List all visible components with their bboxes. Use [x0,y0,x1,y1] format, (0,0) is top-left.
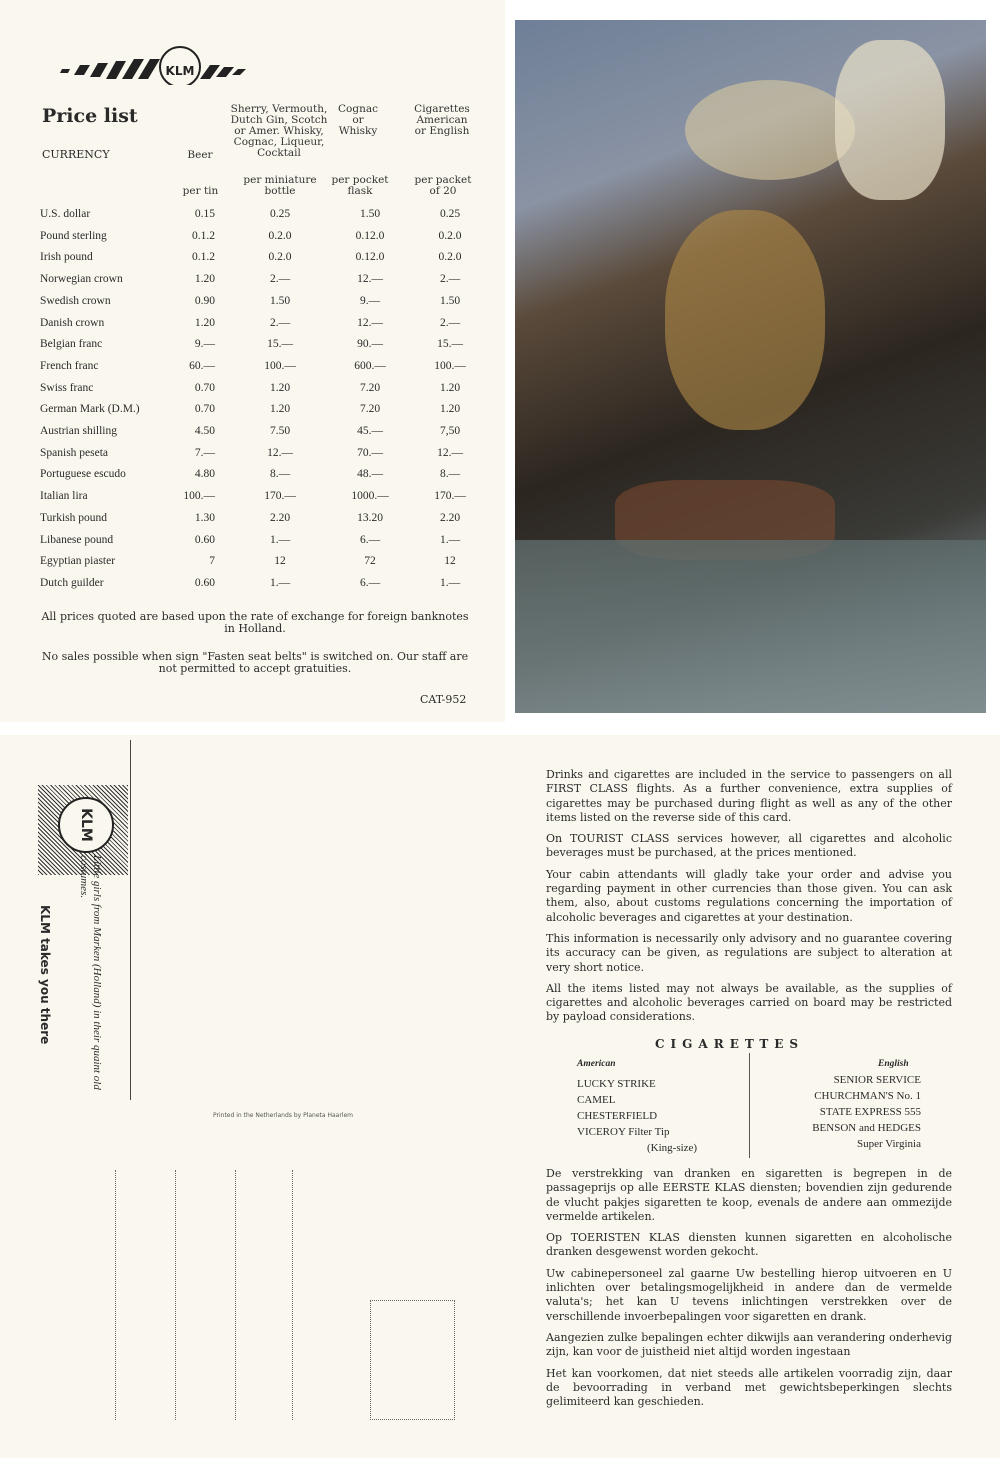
price-list-panel [0,0,505,722]
postcard-back [0,735,505,1458]
brand-item: CHURCHMAN'S No. 1 [814,1090,921,1102]
price-cell: 0.60 [194,533,215,546]
paragraph: This information is necessarily only advisory and no guarantee covering its accuracy can be given, as regulations are subject to alteration at very short notice. [546,931,952,974]
price-cell: 2.— [269,273,291,286]
price-cell: 1000.— [351,490,389,503]
brand-item: SENIOR SERVICE [833,1074,921,1086]
paragraph: De verstrekking van dranken en sigaretten is begrepen in de passageprijs op alle EERSTE KLAS diensten; bovendien zijn gedurende de vlucht pakjes sigaretten te koop, evenals de andere aan ommezijde vermelde artikelen. [546,1167,952,1223]
price-cell: 170.— [434,490,466,503]
paragraph: All the items listed may not always be available, as the supplies of cigarettes and alcoholic beverages carried on board may be restricted by payload considerations. [546,981,952,1024]
currency-name: Turkish pound [40,511,107,524]
price-cell: 0.90 [194,294,215,307]
table-row [40,577,470,595]
info-panel [505,735,1000,1458]
table-row [40,251,470,269]
unit-cognac: per pocket flask [331,174,389,197]
price-cell: 90.— [357,338,383,351]
currency-name: Belgian franc [40,338,103,351]
dutch-info [546,1167,952,1416]
paragraph: Het kan voorkomen, dat niet steeds alle artikelen voorradig zijn, daar de bevoorrading in verband met gewichtsbeperkingen slechts gelimiteerd kan geschieden. [546,1366,952,1409]
price-cell: 6.— [359,533,381,546]
price-cell: 0.2.0 [268,251,292,264]
currency-name: Egyptian piaster [40,555,116,568]
price-cell: 0.60 [194,576,215,589]
brand-item: Super Virginia [856,1138,921,1150]
paragraph: Drinks and cigarettes are included in the service to passengers on all FIRST CLASS flights. As a further convenience, extra supplies of cigarettes may be purchased during flight as well as any of the other items listed on the reverse side of this card. [546,768,952,824]
price-cell: 1.20 [269,403,291,416]
price-cell: 100.— [183,490,215,503]
currency-name: Dutch guilder [40,576,104,589]
brand-item: CAMEL [577,1094,616,1106]
table-row [40,273,470,291]
unit-beer: per tin [182,185,219,197]
table-row [40,425,470,443]
klm-logo [60,45,250,85]
printer-note: Printed in the Netherlands by Planeta Haarlem [213,1112,354,1119]
price-cell: 12.— [267,446,293,459]
price-cell: 60.— [189,359,215,372]
address-line [175,1170,176,1420]
price-cell: 0.12.0 [355,251,385,264]
currency-name: French franc [40,359,99,372]
price-cell: 1.20 [194,273,215,286]
cigarettes-divider [749,1053,750,1158]
table-row [40,295,470,313]
table-row [40,360,470,378]
table-row [40,403,470,421]
address-line [292,1170,293,1420]
price-cell: 4.50 [194,425,215,437]
price-cell: 0.25 [439,208,461,220]
table-row [40,490,470,508]
currency-name: U.S. dollar [40,208,91,220]
english-info [546,768,952,1032]
price-cell: 7.20 [359,381,381,394]
table-row [40,317,470,335]
price-cell: 0.12.0 [355,229,385,242]
price-cell: 0.25 [269,208,291,220]
photo-marken-girls [515,20,986,713]
english-label: English [878,1059,909,1069]
price-cell: 15.— [267,338,293,351]
klm-logo-circle: KLM [58,797,114,853]
table-row [40,208,470,226]
price-cell: 0.1.2 [192,251,215,264]
price-cell: 1.50 [359,208,381,220]
price-cell: 1.30 [194,511,215,524]
currency-name: German Mark (D.M.) [40,403,140,416]
paragraph: Uw cabinepersoneel zal gaarne Uw bestelling hierop uitvoeren en U inlichten over betalingsmogelijkheid in andere dan de vermelde valuta's; het kan U tevens inlichtingen verstrekken over de verschillende invoerbepalingen voor sigaretten en drank. [546,1266,952,1323]
price-cell: 0.1.2 [192,229,215,242]
price-cell: 12.— [357,316,383,329]
paragraph: Your cabin attendants will gladly take your order and advise you regarding payment in other currencies than those given. You can ask them, also, about customs regulations concerning the importation of alcoholic beverages and cigarettes at your destination. [546,867,952,924]
price-cell: 0.2.0 [268,229,292,242]
price-cell: 2.— [439,316,461,329]
price-cell: 2.— [439,273,461,286]
currency-name: Austrian shilling [40,425,117,437]
price-cell: 12.— [437,446,463,459]
price-cell: 100.— [434,359,466,372]
address-line [235,1170,236,1420]
price-cell: 170.— [264,490,296,503]
currency-name: Irish pound [40,251,93,264]
price-cell: 0.2.0 [438,251,462,264]
page-title: Price list [42,105,138,127]
price-cell: 7,50 [439,425,461,437]
brand-item: STATE EXPRESS 555 [819,1106,921,1118]
currency-name: Swedish crown [40,294,111,307]
brand-item: LUCKY STRIKE [577,1078,656,1090]
table-row [40,230,470,248]
photo-caption: Little girls from Marken (Holland) in their quaint old costumes. [78,855,103,1090]
price-cell: 48.— [357,468,383,481]
col-cigarettes: Cigarettes American or English [414,103,470,137]
price-cell: 1.20 [269,381,291,394]
price-cell: 1.50 [269,294,291,307]
price-cell: 9.— [194,338,215,351]
currency-name: Libanese pound [40,533,114,546]
currency-name: Pound sterling [40,229,107,242]
price-cell: 7 [209,555,215,568]
stamp-box [370,1300,455,1420]
currency-name: Italian lira [40,490,88,503]
price-cell: 7.50 [269,425,291,437]
table-row [40,512,470,530]
price-cell: 2.20 [269,511,291,524]
table-row [40,468,470,486]
price-cell: 6.— [359,576,381,589]
price-cell: 1.50 [439,294,461,307]
brand-item: (King-size) [647,1142,698,1154]
price-cell: 0.70 [194,381,215,394]
currency-name: Danish crown [40,316,105,329]
price-cell: 1.— [439,533,461,546]
address-line [115,1170,116,1420]
currency-name: Swiss franc [40,381,94,394]
brand-item: BENSON and HEDGES [812,1122,921,1134]
price-cell: 9.— [359,294,381,307]
paragraph: On TOURIST CLASS services however, all cigarettes and alcoholic beverages must be purchased, at the prices mentioned. [546,832,952,860]
paragraph: Op TOERISTEN KLAS diensten kunnen sigaretten en alcoholische dranken desgewenst worden gekocht. [546,1231,952,1259]
price-cell: 1.— [439,576,461,589]
price-cell: 100.— [264,359,296,372]
english-brands [755,1072,921,1152]
col-beer: Beer [187,149,213,161]
currency-name: Spanish peseta [40,446,109,459]
price-cell: 4.80 [194,468,215,481]
table-row [40,534,470,552]
price-cell: 0.2.0 [438,229,462,242]
slogan: KLM takes you there [38,905,52,1045]
logo-text: KLM [165,64,195,78]
price-cell: 0.70 [194,403,215,416]
catalog-code: CAT-952 [420,693,467,706]
price-cell: 45.— [357,425,383,437]
american-brands [577,1076,747,1156]
price-cell: 13.20 [357,511,383,524]
paragraph: Aangezien zulke bepalingen echter dikwijls aan verandering onderhevig zijn, kan voor de juistheid niet altijd worden ingestaan [546,1330,952,1359]
exchange-note: All prices quoted are based upon the rate of exchange for foreign banknotes in Holland. [41,610,469,635]
table-row [40,382,470,400]
price-cell: 600.— [354,359,386,372]
price-cell: 1.20 [439,403,461,416]
price-cell: 8.— [269,468,291,481]
price-cell: 0.15 [194,208,215,220]
price-cell: 1.20 [194,316,215,329]
table-row [40,555,470,573]
currency-name: Portuguese escudo [40,468,126,481]
price-cell: 7.— [194,446,215,459]
price-cell: 12 [274,555,286,568]
brand-item: VICEROY Filter Tip [577,1126,670,1138]
table-row [40,447,470,465]
brand-item: CHESTERFIELD [577,1110,658,1122]
price-cell: 72 [364,555,376,568]
price-cell: 1.— [269,533,291,546]
price-cell: 8.— [439,468,461,481]
price-cell: 2.— [269,316,291,329]
unit-spirits: per miniature bottle [243,174,317,197]
table-row [40,338,470,356]
col-cognac: Cognac or Whisky [338,103,378,137]
currency-name: Norwegian crown [40,273,123,286]
price-cell: 15.— [437,338,463,351]
price-cell: 1.— [269,576,291,589]
divider-line [130,740,131,1100]
col-spirits: Sherry, Vermouth, Dutch Gin, Scotch or Amer. Whisky, Cognac, Liqueur, Cocktail [230,103,328,159]
cigarettes-title: CIGARETTES [655,1037,805,1051]
american-label: American [577,1059,616,1069]
price-cell: 12.— [357,273,383,286]
currency-label: CURRENCY [42,148,110,161]
price-cell: 1.20 [439,381,461,394]
price-cell: 2.20 [439,511,461,524]
price-cell: 70.— [357,446,383,459]
price-cell: 12 [444,555,456,568]
price-cell: 7.20 [359,403,381,416]
sales-note: No sales possible when sign "Fasten seat belts" is switched on. Our staff are not permitted to accept gratuities. [41,650,469,675]
unit-cigarettes: per packet of 20 [414,174,472,197]
